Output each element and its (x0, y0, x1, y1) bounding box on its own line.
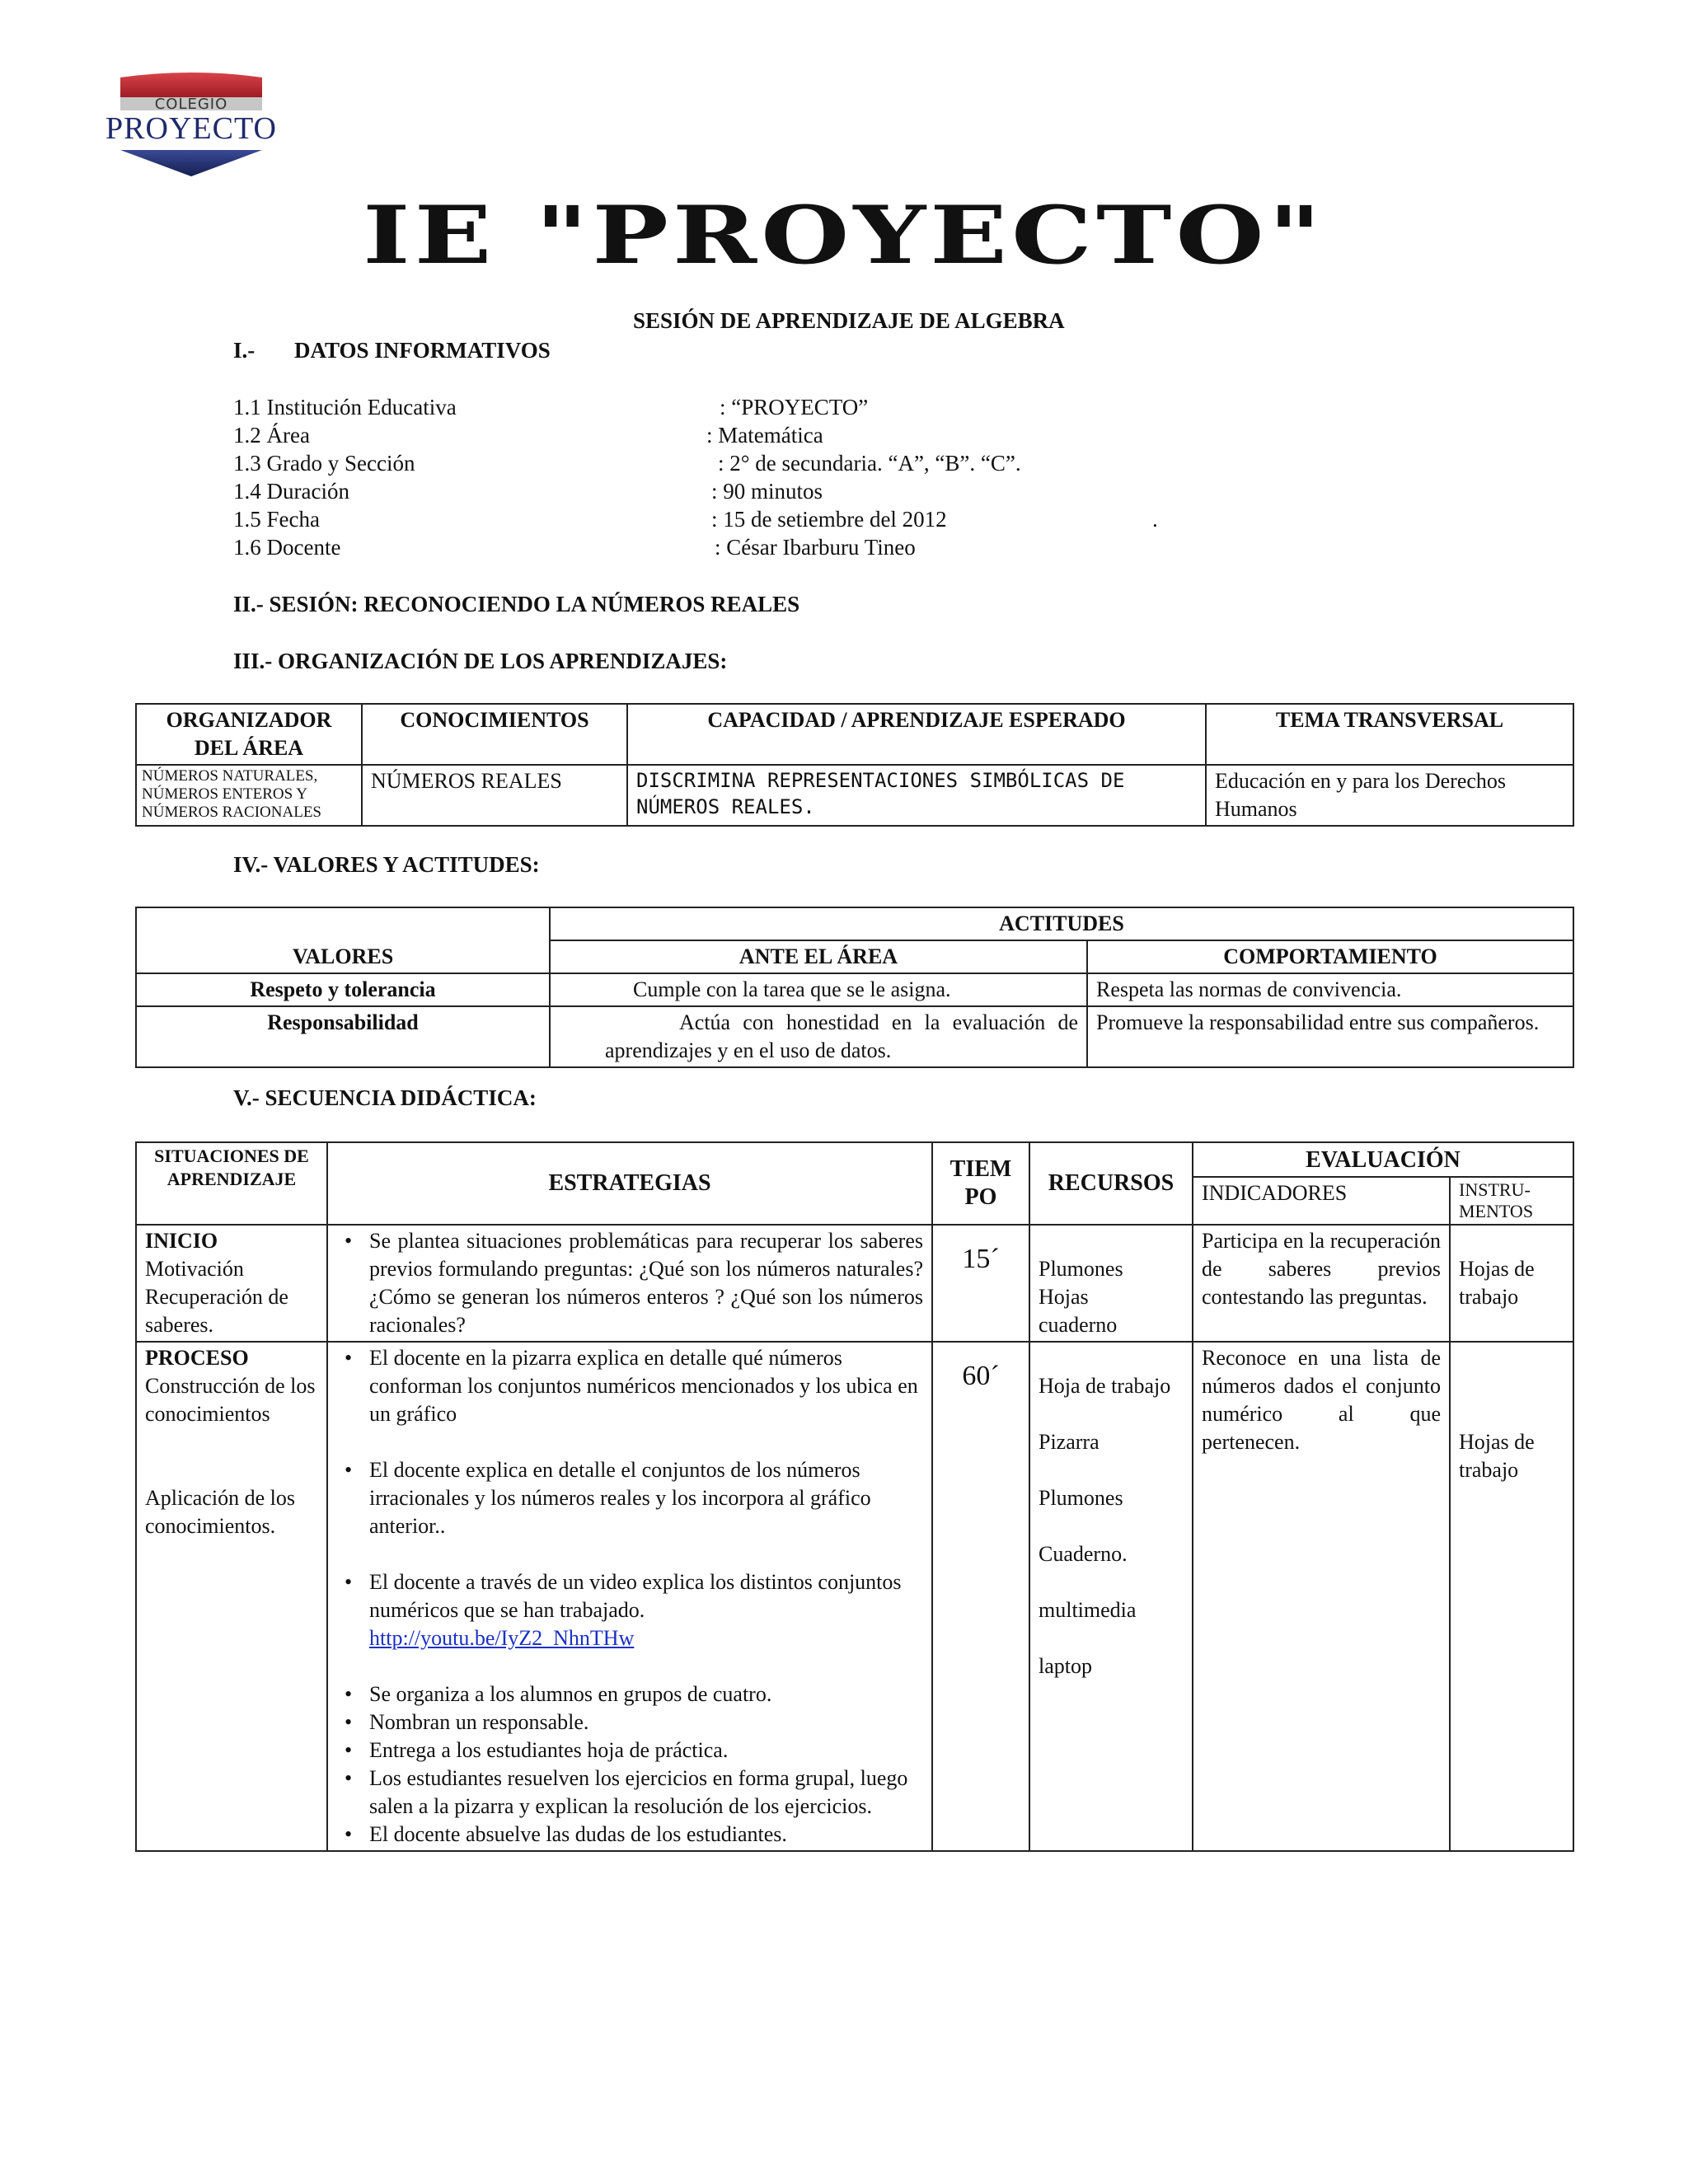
video-link[interactable]: http://youtu.be/IyZ2_NhnTHw (369, 1626, 635, 1650)
info-value-2: : Matemática (706, 423, 823, 448)
org-header-organizador: ORGANIZADOR DEL ÁREA (136, 704, 362, 765)
seq-header-situaciones: SITUACIONES DE APRENDIZAJE (136, 1142, 327, 1225)
proceso-strategy-3-text: El docente a través de un video explica los distintos conjuntos numéricos que se han trabajado. (369, 1570, 902, 1622)
proceso-resource-5: multimedia (1039, 1598, 1137, 1622)
section4-heading: IV.- VALORES Y ACTITUDES: (233, 852, 540, 877)
proceso-instrument: Hojas de trabajo (1450, 1342, 1573, 1851)
proceso-resource-4: Cuaderno. (1039, 1542, 1128, 1566)
proceso-time: 60´ (932, 1342, 1029, 1851)
proceso-resource-2: Pizarra (1039, 1430, 1100, 1454)
values-row2-comp: Promueve la responsabilidad entre sus compañeros. (1087, 1006, 1573, 1067)
proceso-strategy-8: • El docente absuelve las dudas de los estudiantes. (369, 1821, 923, 1849)
proceso-title: PROCESO (145, 1346, 249, 1370)
values-row1-valor: Respeto y tolerancia (136, 973, 550, 1006)
proceso-strategy-6: • Entrega a los estudiantes hoja de práctica. (369, 1736, 923, 1765)
inicio-resources-cell (1029, 1225, 1193, 1342)
values-row1-ante: Cumple con la tarea que se le asigna. (550, 973, 1087, 1006)
org-tema-cell: Educación en y para los Derechos Humanos (1206, 765, 1573, 826)
organization-table (135, 703, 1574, 827)
org-organizador-cell: NÚMEROS NATURALES, NÚMEROS ENTEROS Y NÚMEROS RACIONALES (136, 765, 362, 826)
proceso-sub-1: Construcción de los conocimientos (145, 1374, 316, 1426)
inicio-strategy-1: • Se plantea situaciones problemáticas para recuperar los saberes previos formulando preguntas: ¿Qué son los números naturales? ¿Cómo se generan los números enteros ? ¿Qué son los números racionales? (369, 1227, 923, 1339)
org-header-capacidad: CAPACIDAD / APRENDIZAJE ESPERADO (627, 704, 1206, 765)
school-logo (92, 64, 290, 188)
values-header-comp: COMPORTAMIENTO (1087, 940, 1573, 973)
main-title: IE "PROYECTO" (363, 189, 1325, 282)
info-label-1: 1.1 Institución Educativa (233, 395, 457, 419)
inicio-resource-1: Plumones (1039, 1257, 1123, 1281)
info-fecha-dot: . (1152, 507, 1158, 532)
sequence-table (135, 1141, 1574, 1852)
proceso-resource-3: Plumones (1039, 1486, 1123, 1510)
org-conocimientos-cell: NÚMEROS REALES (362, 765, 627, 826)
org-header-conocimientos: CONOCIMIENTOS (362, 704, 627, 765)
values-header-valores: VALORES (136, 907, 550, 973)
seq-header-evaluacion: EVALUACIÓN (1193, 1142, 1573, 1177)
values-header-actitudes: ACTITUDES (550, 907, 1573, 940)
inicio-instrument: Hojas de trabajo (1450, 1225, 1573, 1342)
inicio-sub-2: Recuperación de saberes. (145, 1285, 288, 1337)
info-label-3: 1.3 Grado y Sección (233, 451, 415, 476)
proceso-strategy-1: • El docente en la pizarra explica en detalle qué números conforman los conjuntos numéricos mencionados y los ubica en un gráfico (369, 1344, 923, 1428)
inicio-resource-3: cuaderno (1039, 1313, 1118, 1337)
values-row2-ante: Actúa con honestidad en la evaluación de aprendizajes y en el uso de datos. (550, 1006, 1087, 1067)
info-label-4: 1.4 Duración (233, 479, 349, 504)
seq-header-indicadores: INDICADORES (1193, 1177, 1450, 1225)
values-header-ante: ANTE EL ÁREA (550, 940, 1087, 973)
info-label-5: 1.5 Fecha (233, 507, 320, 532)
proceso-resources-cell (1029, 1342, 1193, 1851)
proceso-strategy-4: • Se organiza a los alumnos en grupos de cuatro. (369, 1680, 923, 1708)
seq-header-estrategias: ESTRATEGIAS (327, 1142, 932, 1225)
org-capacidad-cell: DISCRIMINA REPRESENTACIONES SIMBÓLICAS DE NÚMEROS REALES. (627, 765, 1206, 826)
values-row2-valor: Responsabilidad (136, 1006, 550, 1067)
inicio-strategies-cell (327, 1225, 932, 1342)
seq-header-recursos: RECURSOS (1029, 1142, 1193, 1225)
info-value-5: : 15 de setiembre del 2012 (711, 507, 947, 532)
logo-text-proyecto: PROYECTO (106, 111, 277, 146)
inicio-situation-cell (136, 1225, 327, 1342)
values-row1-comp: Respeta las normas de convivencia. (1087, 973, 1573, 1006)
inicio-time: 15´ (932, 1225, 1029, 1342)
proceso-situation-cell (136, 1342, 327, 1851)
info-label-6: 1.6 Docente (233, 535, 341, 560)
inicio-sub-1: Motivación (145, 1257, 244, 1281)
proceso-indicator: Reconoce en una lista de números dados el conjunto numérico al que pertenecen. (1193, 1342, 1450, 1851)
section1-number: I.- (233, 338, 256, 363)
session-title: SESIÓN DE APRENDIZAJE DE ALGEBRA (633, 308, 1065, 333)
proceso-strategy-7: • Los estudiantes resuelven los ejercicios en forma grupal, luego salen a la pizarra y explican la resolución de los ejercicios. (369, 1765, 923, 1821)
seq-header-tiempo: TIEM PO (932, 1142, 1029, 1225)
inicio-title: INICIO (145, 1229, 218, 1253)
section5-heading: V.- SECUENCIA DIDÁCTICA: (233, 1085, 537, 1110)
info-label-2: 1.2 Área (233, 423, 310, 448)
proceso-strategies-cell (327, 1342, 932, 1851)
inicio-resource-2: Hojas (1039, 1285, 1089, 1309)
seq-header-instrumentos: INSTRU-MENTOS (1450, 1177, 1573, 1225)
info-value-1: : “PROYECTO” (720, 395, 869, 419)
section1-heading: DATOS INFORMATIVOS (294, 338, 551, 363)
info-value-4: : 90 minutos (711, 479, 823, 504)
section2-heading: II.- SESIÓN: RECONOCIENDO LA NÚMEROS REALES (233, 592, 800, 616)
info-value-3: : 2° de secundaria. “A”, “B”. “C”. (718, 451, 1021, 476)
inicio-indicator: Participa en la recuperación de saberes previos contestando las preguntas. (1193, 1225, 1450, 1342)
org-header-tema: TEMA TRANSVERSAL (1206, 704, 1573, 765)
proceso-resource-1: Hoja de trabajo (1039, 1374, 1171, 1398)
info-value-6: : César Ibarburu Tineo (715, 535, 916, 560)
values-table (135, 907, 1574, 1068)
proceso-sub-2: Aplicación de los conocimientos. (145, 1486, 295, 1538)
proceso-strategy-2: • El docente explica en detalle el conjuntos de los números irracionales y los números reales y los incorpora al gráfico anterior.. (369, 1456, 923, 1540)
proceso-strategy-3 (369, 1568, 923, 1652)
section3-heading: III.- ORGANIZACIÓN DE LOS APRENDIZAJES: (233, 649, 728, 673)
logo-text-colegio: COLEGIO (154, 96, 228, 113)
proceso-resource-6: laptop (1039, 1654, 1092, 1678)
proceso-strategy-5: • Nombran un responsable. (369, 1708, 923, 1736)
